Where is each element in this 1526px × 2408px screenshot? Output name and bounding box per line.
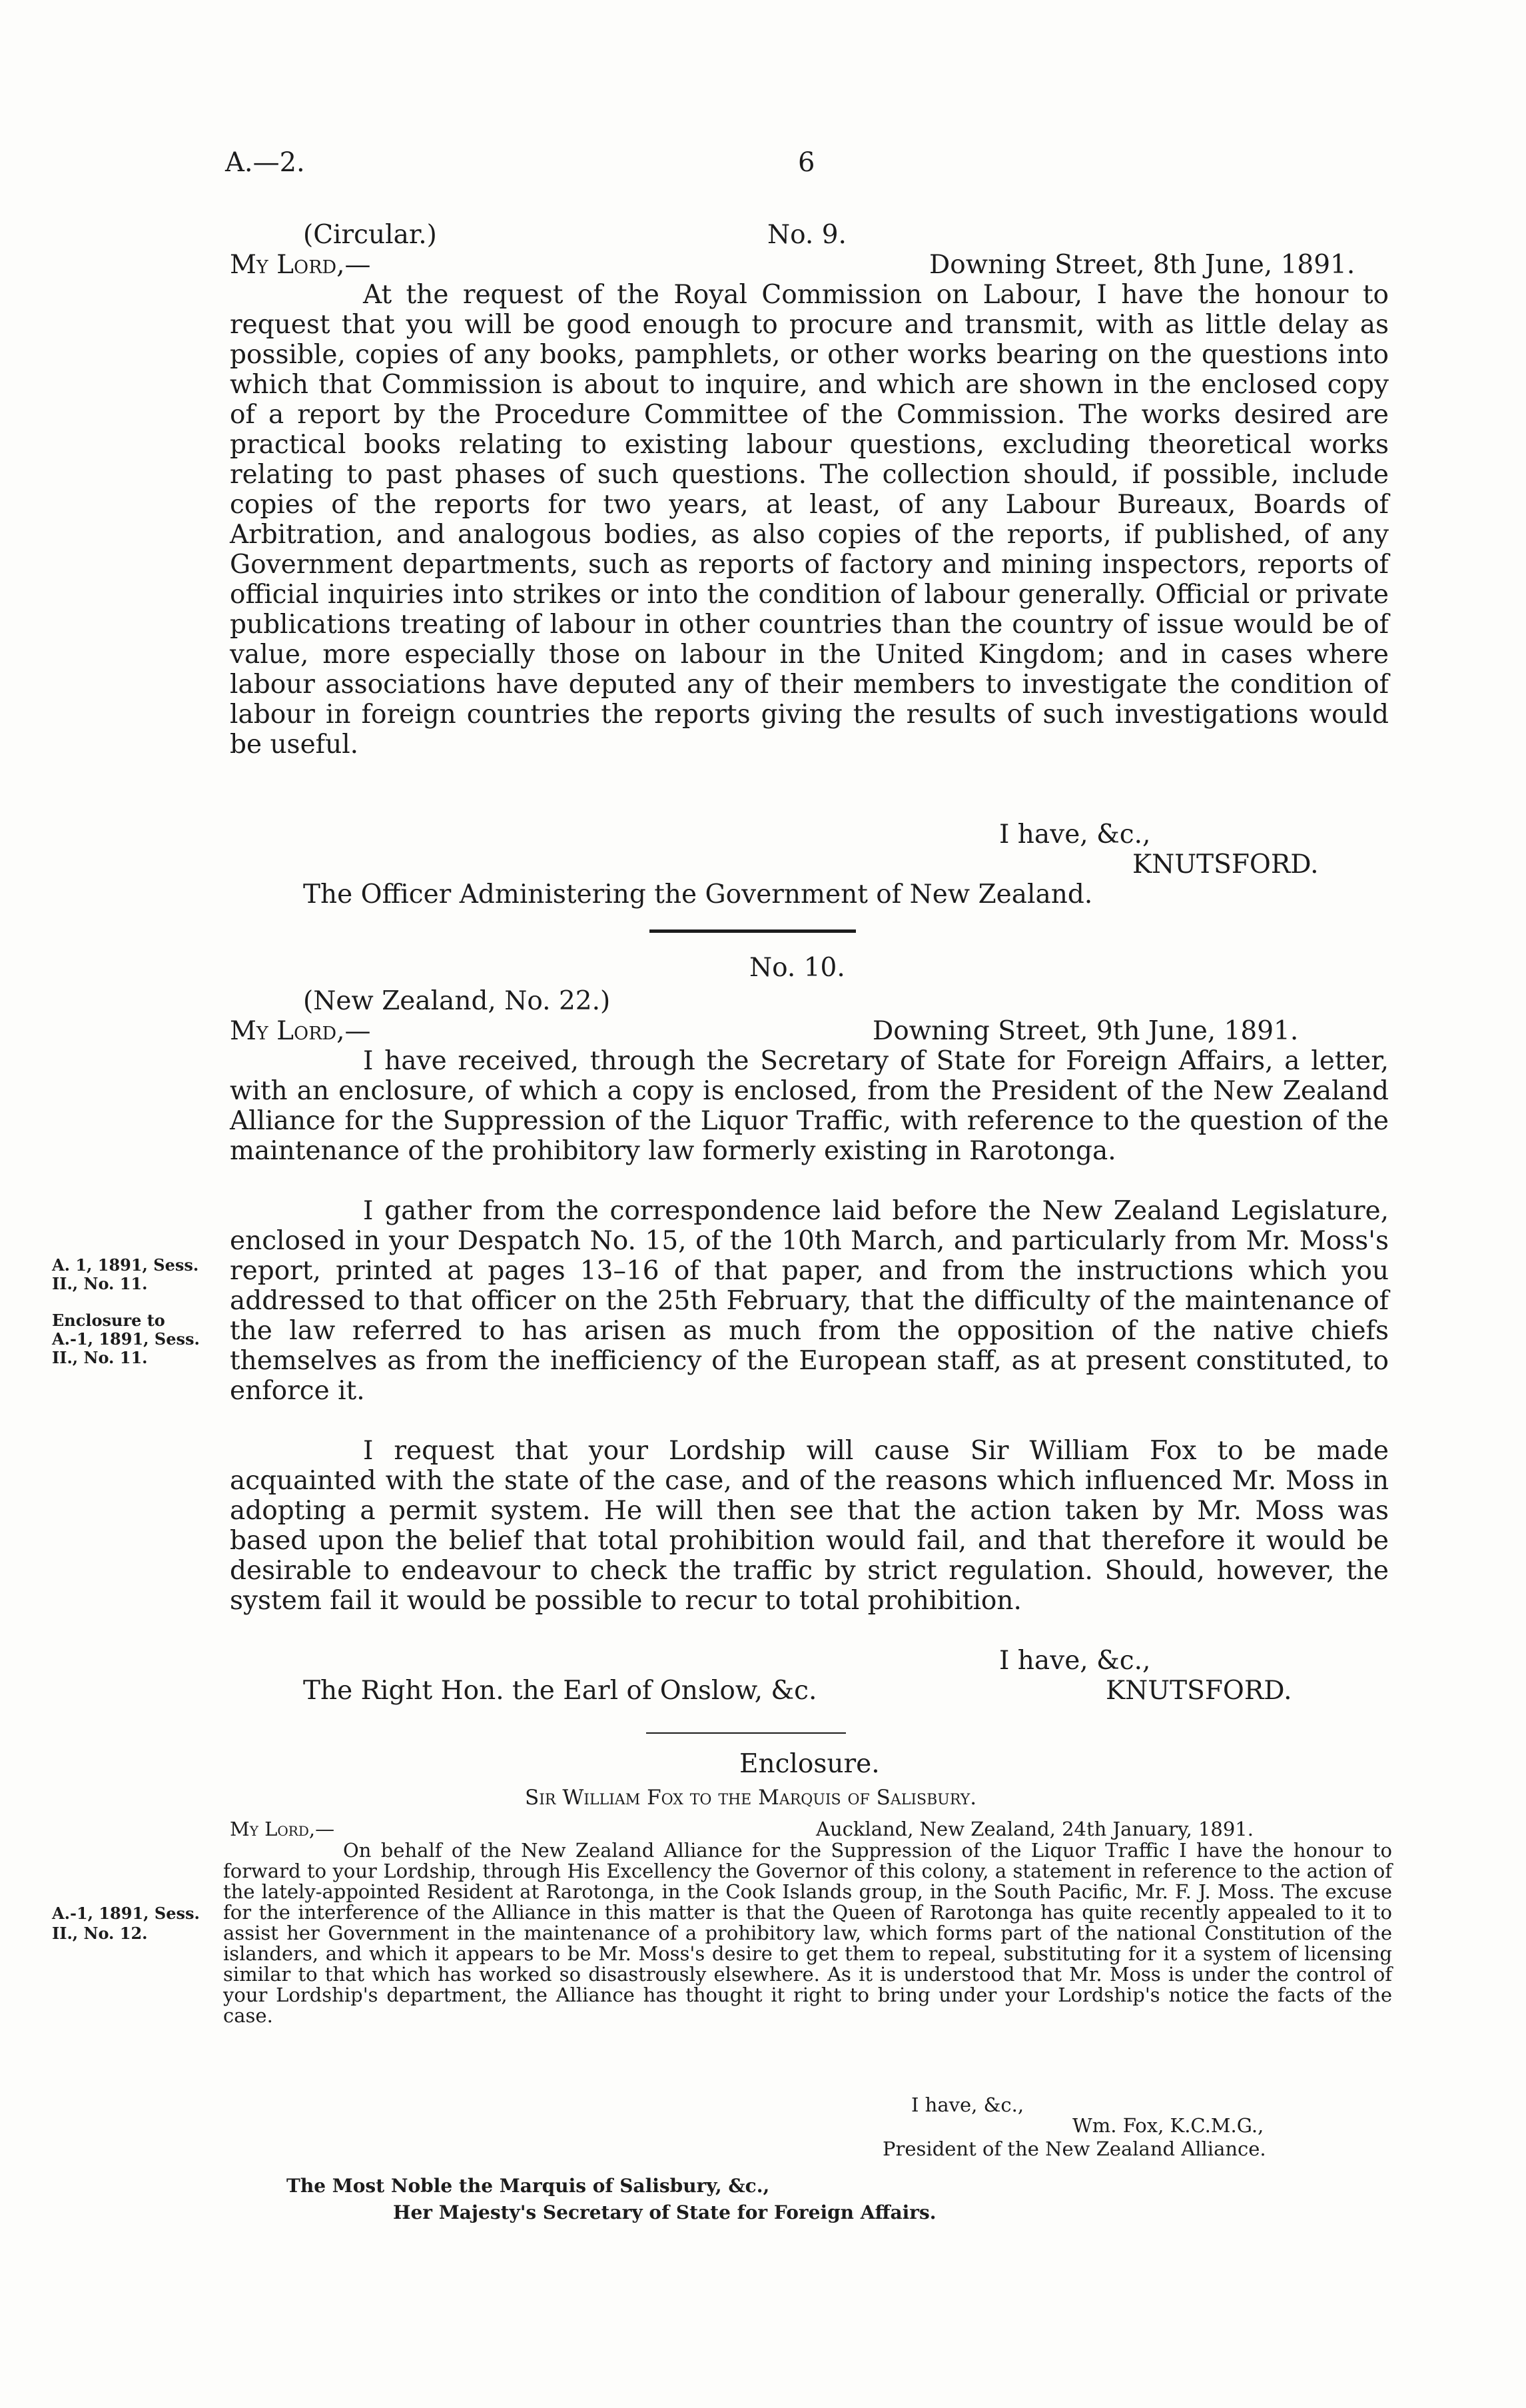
letter10-signature: KNUTSFORD.: [1106, 1676, 1292, 1706]
letter9-place-date: Downing Street, 8th June, 1891.: [929, 250, 1355, 280]
letter10-type: (New Zealand, No. 22.): [303, 986, 611, 1016]
letter10-closing: I have, &c.,: [999, 1646, 1151, 1676]
margin-note: A.-1, 1891, Sess.: [52, 1904, 200, 1923]
letter10-addressee: The Right Hon. the Earl of Onslow, &c.: [303, 1676, 817, 1706]
letter10-paragraph-3: I request that your Lordship will cause Sir William Fox to be made acquainted with the state of the case, and of the reasons which influenced Mr. Moss in adopting a permit system. He will then see that the action taken by Mr. Moss was based upon the belief that total prohibition would fail, and that therefore it would be desirable to endeavour to check the traffic by strict regulation. Should, however, the system fail it would be possible to recur to total prohibition.: [230, 1436, 1389, 1616]
margin-note: II., No. 11.: [52, 1274, 148, 1293]
letter9-type: (Circular.): [303, 220, 437, 250]
letter9-closing: I have, &c.,: [999, 820, 1151, 850]
letter10-paragraph-1: I have received, through the Secretary of State for Foreign Affairs, a letter, with an enclosure, of which a copy is enclosed, from the President of the New Zealand Alliance for the Suppression of the Liquor Traffic, with reference to the question of the maintenance of the prohibitory law formerly existing in Rarotonga.: [230, 1046, 1389, 1166]
margin-note: Enclosure to: [52, 1311, 165, 1330]
section-divider: [646, 1732, 846, 1734]
page-number: 6: [798, 147, 815, 178]
enclosure-heading: Enclosure.: [739, 1749, 880, 1779]
enclosure-body: On behalf of the New Zealand Alliance for the Suppression of the Liquor Traffic I have the honour to forward to your Lordship, through His Excellency the Governor of this colony, a statement in reference to the action of the lately-appointed Resident at Rarotonga, in the Cook Islands group, in the South Pacific, Mr. F. J. Moss. The excuse for the interference of the Alliance in this matter is that the Queen of Rarotonga has quite recently appealed to it to assist her Government in the maintenance of a prohibitory law, which forms part of the national Constitution of the islanders, and which it appears to be Mr. Moss's desire to get them to repeal, substituting for it a system of licensing similar to that which has worked so disastrously elsewhere. As it is understood that Mr. Moss is under the control of your Lordship's department, the Alliance has thought it right to bring under your Lordship's notice the facts of the case.: [223, 1839, 1392, 2027]
margin-note: A. 1, 1891, Sess.: [52, 1255, 199, 1275]
letter10-number: No. 10.: [749, 953, 845, 983]
enclosure-signature: Wm. Fox, K.C.M.G.,: [1072, 2114, 1264, 2137]
letter10-place-date: Downing Street, 9th June, 1891.: [873, 1016, 1299, 1046]
margin-note: II., No. 11.: [52, 1348, 148, 1367]
letter10-paragraph-2: I gather from the correspondence laid before the New Zealand Legislature, enclosed in your Despatch No. 15, of the 10th March, and particularly from Mr. Moss's report, printed at pages 13–16 of that paper, and from the instructions which you addressed to that officer on the 25th February, that the difficulty of the maintenance of the law referred to has arisen as much from the opposition of the native chiefs themselves as from the inefficiency of the European staff, as at present constituted, to enforce it.: [230, 1196, 1389, 1406]
enclosure-place-date: Auckland, New Zealand, 24th January, 1891.: [816, 1818, 1254, 1840]
enclosure-addressee: The Most Noble the Marquis of Salisbury, &c.,: [286, 2175, 770, 2197]
letter9-number: No. 9.: [767, 220, 847, 250]
enclosure-subheading: Sir William Fox to the Marquis of Salisbury.: [525, 1786, 977, 1810]
letter9-body: At the request of the Royal Commission on Labour, I have the honour to request that you will be good enough to procure and transmit, with as little delay as possible, copies of any books, pamphlets, or other works bearing on the questions into which that Commission is about to inquire, and which are shown in the enclosed copy of a report by the Procedure Committee of the Commission. The works desired are practical books relating to existing labour questions, excluding theoretical works relating to past phases of such questions. The collection should, if possible, include copies of the reports for two years, at least, of any Labour Bureaux, Boards of Arbitration, and analogous bodies, as also copies of the reports, if published, of any Government departments, such as reports of factory and mining inspectors, reports of official inquiries into strikes or into the condition of labour generally. Official or private publications treating of labour in other countries than the country of issue would be of value, more especially those on labour in the United Kingdom; and in cases where labour associations have deputed any of their members to investigate the condition of labour in foreign countries the reports giving the results of such investigations would be useful.: [230, 280, 1389, 760]
document-code: A.—2.: [225, 147, 305, 178]
section-divider: [649, 929, 856, 933]
margin-note: A.-1, 1891, Sess.: [52, 1329, 200, 1349]
enclosure-addressee-title: Her Majesty's Secretary of State for Foreign Affairs.: [393, 2201, 937, 2223]
letter9-signature: KNUTSFORD.: [1132, 850, 1319, 880]
enclosure-closing: I have, &c.,: [911, 2094, 1024, 2116]
letter9-salutation: My Lord,—: [230, 250, 371, 280]
margin-note: II., No. 12.: [52, 1924, 148, 1943]
letter9-addressee: The Officer Administering the Government of New Zealand.: [303, 880, 1093, 909]
enclosure-salutation: My Lord,—: [230, 1818, 335, 1840]
letter10-salutation: My Lord,—: [230, 1016, 371, 1046]
enclosure-signature-title: President of the New Zealand Alliance.: [883, 2137, 1266, 2160]
